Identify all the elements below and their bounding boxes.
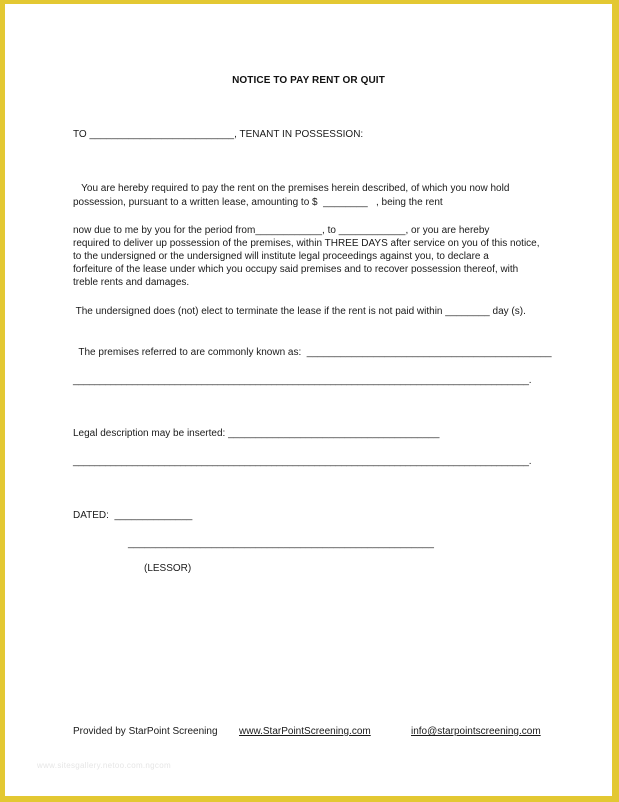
notice-paragraph-line-5: treble rents and damages. bbox=[73, 277, 190, 288]
notice-paragraph-line-4: forfeiture of the lease under which you occupy said premises and to recover possession thereof, with bbox=[73, 264, 519, 275]
legal-blank-line: _____________________________________________________________________________________. bbox=[73, 456, 532, 467]
notice-paragraph-line-1: now due to me by you for the period from____________, to ____________, or you are hereby bbox=[73, 225, 490, 236]
document-page bbox=[5, 4, 612, 796]
premises-blank-line: _____________________________________________________________________________________. bbox=[73, 375, 532, 386]
footer-website-link[interactable]: www.StarPointScreening.com bbox=[239, 726, 371, 737]
notice-paragraph-line-3: to the undersigned or the undersigned will institute legal proceedings against you, to declare a bbox=[73, 251, 489, 262]
rent-paragraph-line-1: You are hereby required to pay the rent on the premises herein described, of which you now hold bbox=[73, 183, 510, 194]
lessor-label: (LESSOR) bbox=[144, 563, 192, 574]
document-title: NOTICE TO PAY RENT OR QUIT bbox=[232, 75, 385, 86]
dated-line: DATED: ______________ bbox=[73, 510, 193, 521]
to-line: TO __________________________, TENANT IN POSSESSION: bbox=[73, 129, 364, 140]
legal-description-line: Legal description may be inserted: ______________________________________ bbox=[73, 428, 440, 439]
watermark: www.sitesgallery.netoo.com.ngcom bbox=[37, 761, 171, 770]
rent-paragraph-line-2: possession, pursuant to a written lease, amounting to $ ________ , being the rent bbox=[73, 197, 443, 208]
signature-line: _______________________________________________________ bbox=[128, 538, 434, 549]
footer-provider: Provided by StarPoint Screening bbox=[73, 726, 218, 737]
footer-email-link[interactable]: info@starpointscreening.com bbox=[411, 726, 541, 737]
notice-paragraph-line-2: required to deliver up possession of the premises, within THREE DAYS after service on you of this notice, bbox=[73, 238, 540, 249]
terminate-clause: The undersigned does (not) elect to terminate the lease if the rent is not paid within ________ day (s). bbox=[73, 306, 526, 317]
premises-known-as: The premises referred to are commonly known as: ____________________________________________ bbox=[73, 347, 552, 358]
